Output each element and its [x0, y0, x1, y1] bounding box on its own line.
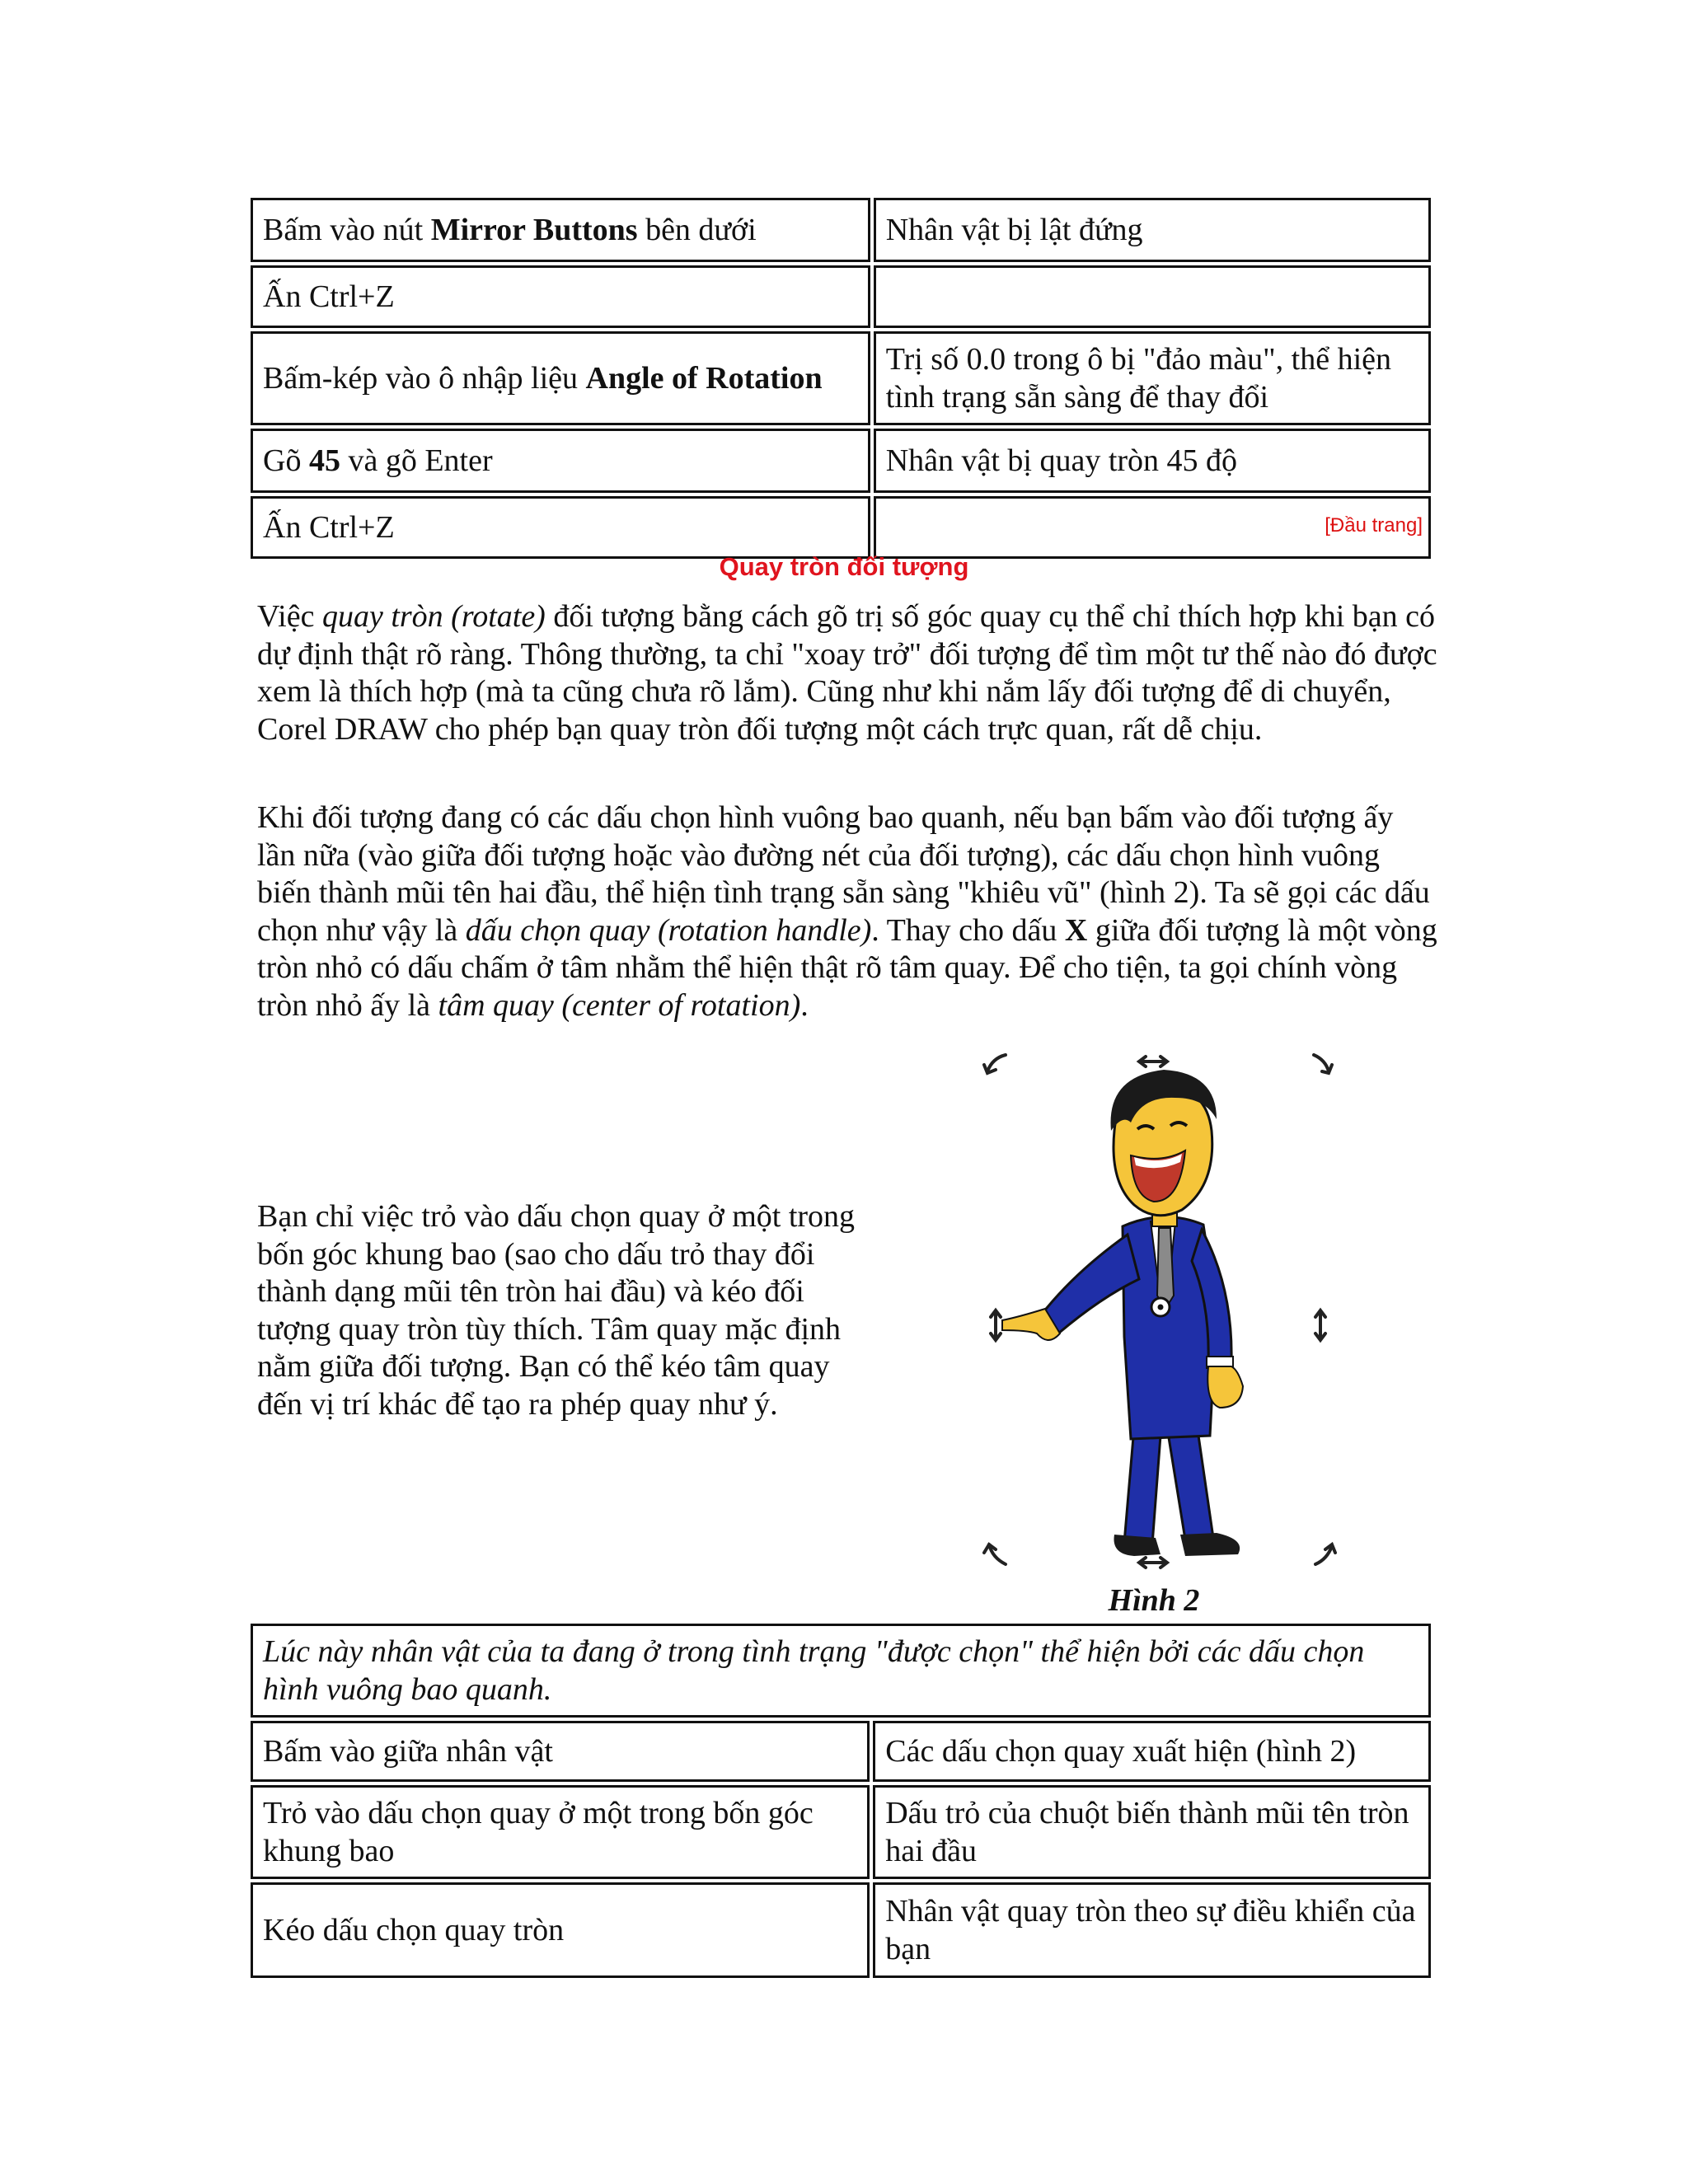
action-cell: Bấm vào giữa nhân vật	[251, 1721, 870, 1782]
table-row	[251, 1785, 1431, 1879]
paragraph-drag-instructions: Bạn chỉ việc trỏ vào dấu chọn quay ở một trong bốn góc khung bao (sao cho dấu trỏ thay đổi thành dạng mũi tên tròn hai đầu) và kéo đối tượng quay tròn tùy thích. Tâm quay mặc định nằm giữa đối tượng. Bạn có thể kéo tâm quay đến vị trí khác để tạo ra phép quay như ý.	[257, 1199, 856, 1422]
action-cell: Ấn Ctrl+Z	[251, 265, 870, 328]
rotation-handle-top-left-icon[interactable]	[984, 1055, 1006, 1073]
action-cell: Ấn Ctrl+Z	[251, 496, 870, 559]
result-cell: Các dấu chọn quay xuất hiện (hình 2)	[873, 1721, 1431, 1782]
table-row	[251, 265, 1431, 328]
figure-caption: Hình 2	[1108, 1583, 1200, 1618]
result-cell: Nhân vật bị quay tròn 45 độ	[874, 429, 1431, 493]
result-cell: Dấu trỏ của chuột biến thành mũi tên tròn hai đầu	[873, 1785, 1431, 1879]
rotation-handle-bottom-left-icon[interactable]	[984, 1544, 1006, 1564]
result-cell: Trị số 0.0 trong ô bị "đảo màu", thể hiện tình trạng sẵn sàng để thay đổi	[874, 331, 1431, 425]
figure-rotating-character	[969, 1040, 1348, 1584]
rotation-handle-bottom-right-icon[interactable]	[1315, 1544, 1335, 1564]
action-cell: Trỏ vào dấu chọn quay ở một trong bốn góc khung bao	[251, 1785, 870, 1879]
action-cell: Bấm-kép vào ô nhập liệu Angle of Rotation	[251, 331, 870, 425]
result-cell	[874, 265, 1431, 328]
skew-handle-right-icon[interactable]	[1315, 1310, 1325, 1340]
steps-table-mirror-rotate	[247, 194, 1434, 562]
table-row	[251, 331, 1431, 425]
result-cell: Nhân vật bị lật đứng	[874, 198, 1431, 262]
action-cell: Kéo dấu chọn quay tròn	[251, 1882, 870, 1978]
action-cell: Gõ 45 và gõ Enter	[251, 429, 870, 493]
rotation-handle-top-right-icon[interactable]	[1314, 1055, 1332, 1073]
field-name: Angle of Rotation	[585, 361, 823, 396]
table-row	[251, 1721, 1431, 1782]
skew-handle-top-icon[interactable]	[1139, 1057, 1167, 1066]
paragraph-intro: Việc quay tròn (rotate) đối tượng bằng cách gõ trị số góc quay cụ thể chỉ thích hợp khi bạn có dự định thật rõ ràng. Thông thường, ta chỉ "xoay trở" đối tượng để tìm một tư thế nào đó được xem là thích hợp (mà ta cũng chưa rõ lắm). Cũng như khi nắm lấy đối tượng để di chuyển, Corel DRAW cho phép bạn quay tròn đối tượng một cách trực quan, rất dễ chịu.	[257, 599, 1437, 747]
section-heading: Quay tròn đối tượng	[719, 552, 969, 581]
button-name: Mirror Buttons	[430, 213, 638, 247]
skew-handle-bottom-icon[interactable]	[1139, 1558, 1167, 1568]
skew-handle-left-icon[interactable]	[991, 1310, 1001, 1340]
result-cell: Nhân vật quay tròn theo sự điều khiển của bạn	[873, 1882, 1431, 1978]
back-to-top-link[interactable]: [Đầu trang]	[1325, 514, 1423, 537]
table-note-cell: Lúc này nhân vật của ta đang ở trong tình trạng "được chọn" thể hiện bởi các dấu chọn hình vuông bao quanh.	[251, 1624, 1431, 1718]
action-cell: Bấm vào nút Mirror Buttons bên dưới	[251, 198, 870, 262]
steps-table-rotate-drag	[247, 1620, 1434, 1981]
paragraph-rotation-handle: Khi đối tượng đang có các dấu chọn hình vuông bao quanh, nếu bạn bấm vào đối tượng ấy lần nữa (vào giữa đối tượng hoặc vào đường nét của đối tượng), các dấu chọn hình vuông biến thành mũi tên hai đầu, thể hiện tình trạng sẵn sàng "khiêu vũ" (hình 2). Ta sẽ gọi các dấu chọn như vậy là dấu chọn quay (rotation handle). Thay cho dấu X giữa đối tượng là một vòng tròn nhỏ có dấu chấm ở tâm nhằm thể hiện thật rõ tâm quay. Để cho tiện, ta gọi chính vòng tròn nhỏ ấy là tâm quay (center of rotation).	[257, 800, 1437, 1023]
typed-value: 45	[308, 443, 340, 478]
center-of-rotation-icon[interactable]	[1151, 1298, 1170, 1316]
table-row	[251, 1624, 1431, 1718]
table-row	[251, 1882, 1431, 1978]
table-row	[251, 496, 1431, 559]
table-row	[251, 198, 1431, 262]
table-row	[251, 429, 1431, 493]
cartoon-businessman-illustration	[969, 1040, 1348, 1584]
